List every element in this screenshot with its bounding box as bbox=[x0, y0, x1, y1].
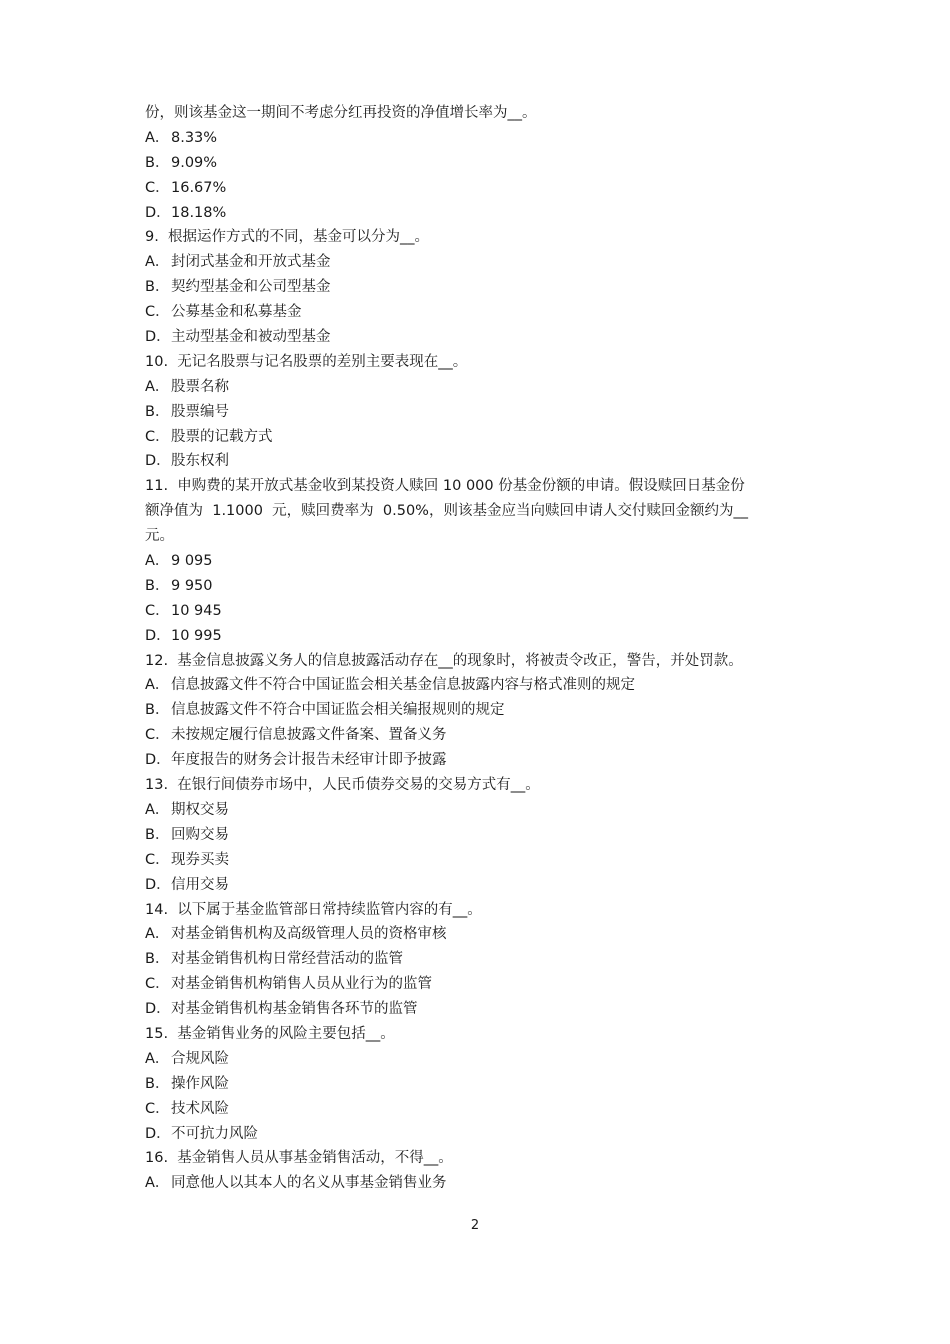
question-stem: 10. 无记名股票与记名股票的差别主要表现在__。 bbox=[145, 353, 468, 370]
option-c: C．未按规定履行信息披露文件备案、置备义务 bbox=[145, 727, 447, 744]
option-d: D．18.18% bbox=[145, 204, 227, 221]
question-stem: 12. 基金信息披露义务人的信息披露活动存在__的现象时，将被责令改正，警告，并处罚款。 bbox=[145, 652, 743, 669]
option-d: D．股东权利 bbox=[145, 453, 229, 470]
question-stem-line-3: 元。 bbox=[145, 528, 174, 545]
question-stem: 14. 以下属于基金监管部日常持续监管内容的有__。 bbox=[145, 901, 482, 918]
question-13 bbox=[145, 773, 810, 897]
option-a: A． 股票名称 bbox=[145, 378, 229, 395]
option-c: C．16.67% bbox=[145, 179, 227, 196]
option-c: C．对基金销售机构销售人员从业行为的监管 bbox=[145, 976, 432, 993]
question-10 bbox=[145, 350, 810, 474]
option-c: C．现券买卖 bbox=[145, 851, 229, 868]
option-b: B． 股票编号 bbox=[145, 403, 229, 420]
option-d: D．信用交易 bbox=[145, 876, 229, 893]
question-15 bbox=[145, 1022, 810, 1146]
option-a: A． 封闭式基金和开放式基金 bbox=[145, 254, 331, 271]
option-b: B． 信息披露文件不符合中国证监会相关编报规则的规定 bbox=[145, 702, 505, 719]
option-a: A． 期权交易 bbox=[145, 801, 229, 818]
option-a: A． 同意他人以其本人的名义从事基金销售业务 bbox=[145, 1175, 447, 1192]
question-stem-line-1: 11. 申购费的某开放式基金收到某投资人赎回 10 000 份基金份额的申请。假设赎回日基金份 bbox=[145, 478, 745, 495]
option-b: B． 9 950 bbox=[145, 577, 213, 594]
question-12 bbox=[145, 649, 810, 773]
option-d: D．主动型基金和被动型基金 bbox=[145, 329, 331, 346]
option-a: A． 信息披露文件不符合中国证监会相关基金信息披露内容与格式准则的规定 bbox=[145, 677, 635, 694]
option-b: B． 回购交易 bbox=[145, 826, 229, 843]
option-d: D．年度报告的财务会计报告未经审计即予披露 bbox=[145, 752, 447, 769]
question-14 bbox=[145, 898, 810, 1022]
question-stem: 9. 根据运作方式的不同，基金可以分为__。 bbox=[145, 229, 430, 246]
option-d: D．对基金销售机构基金销售各环节的监管 bbox=[145, 1001, 418, 1018]
question-11 bbox=[145, 474, 810, 648]
option-d: D．10 995 bbox=[145, 627, 222, 644]
option-c: C．10 945 bbox=[145, 602, 222, 619]
question-8-continuation bbox=[145, 101, 810, 225]
option-a: A． 合规风险 bbox=[145, 1050, 229, 1067]
option-a: A． 对基金销售机构及高级管理人员的资格审核 bbox=[145, 926, 447, 943]
question-9 bbox=[145, 225, 810, 349]
question-stem: 13. 在银行间债券市场中，人民币债券交易的交易方式有__。 bbox=[145, 777, 540, 794]
question-stem: 份，则该基金这一期间不考虑分红再投资的净值增长率为__。 bbox=[145, 105, 537, 121]
option-b: B． 操作风险 bbox=[145, 1075, 229, 1092]
question-stem: 16. 基金销售人员从事基金销售活动，不得__。 bbox=[145, 1150, 453, 1167]
option-b: B． 契约型基金和公司型基金 bbox=[145, 279, 331, 296]
option-c: C．技术风险 bbox=[145, 1100, 229, 1117]
option-c: C．股票的记载方式 bbox=[145, 428, 273, 445]
option-b: B． 9.09% bbox=[145, 154, 218, 171]
question-stem-line-2: 额净值为 1.1000 元，赎回费率为 0.50%，则该基金应当向赎回申请人交付赎回金额约为__ bbox=[145, 503, 748, 520]
option-a: A． 9 095 bbox=[145, 553, 213, 570]
option-a: A． 8.33% bbox=[145, 129, 218, 146]
page-number: 2 bbox=[470, 1218, 480, 1233]
question-list bbox=[145, 101, 810, 1196]
option-b: B． 对基金销售机构日常经营活动的监管 bbox=[145, 951, 403, 968]
option-c: C．公募基金和私募基金 bbox=[145, 304, 302, 321]
question-stem: 15. 基金销售业务的风险主要包括__。 bbox=[145, 1025, 395, 1042]
option-d: D．不可抗力风险 bbox=[145, 1125, 258, 1142]
question-16 bbox=[145, 1146, 810, 1196]
